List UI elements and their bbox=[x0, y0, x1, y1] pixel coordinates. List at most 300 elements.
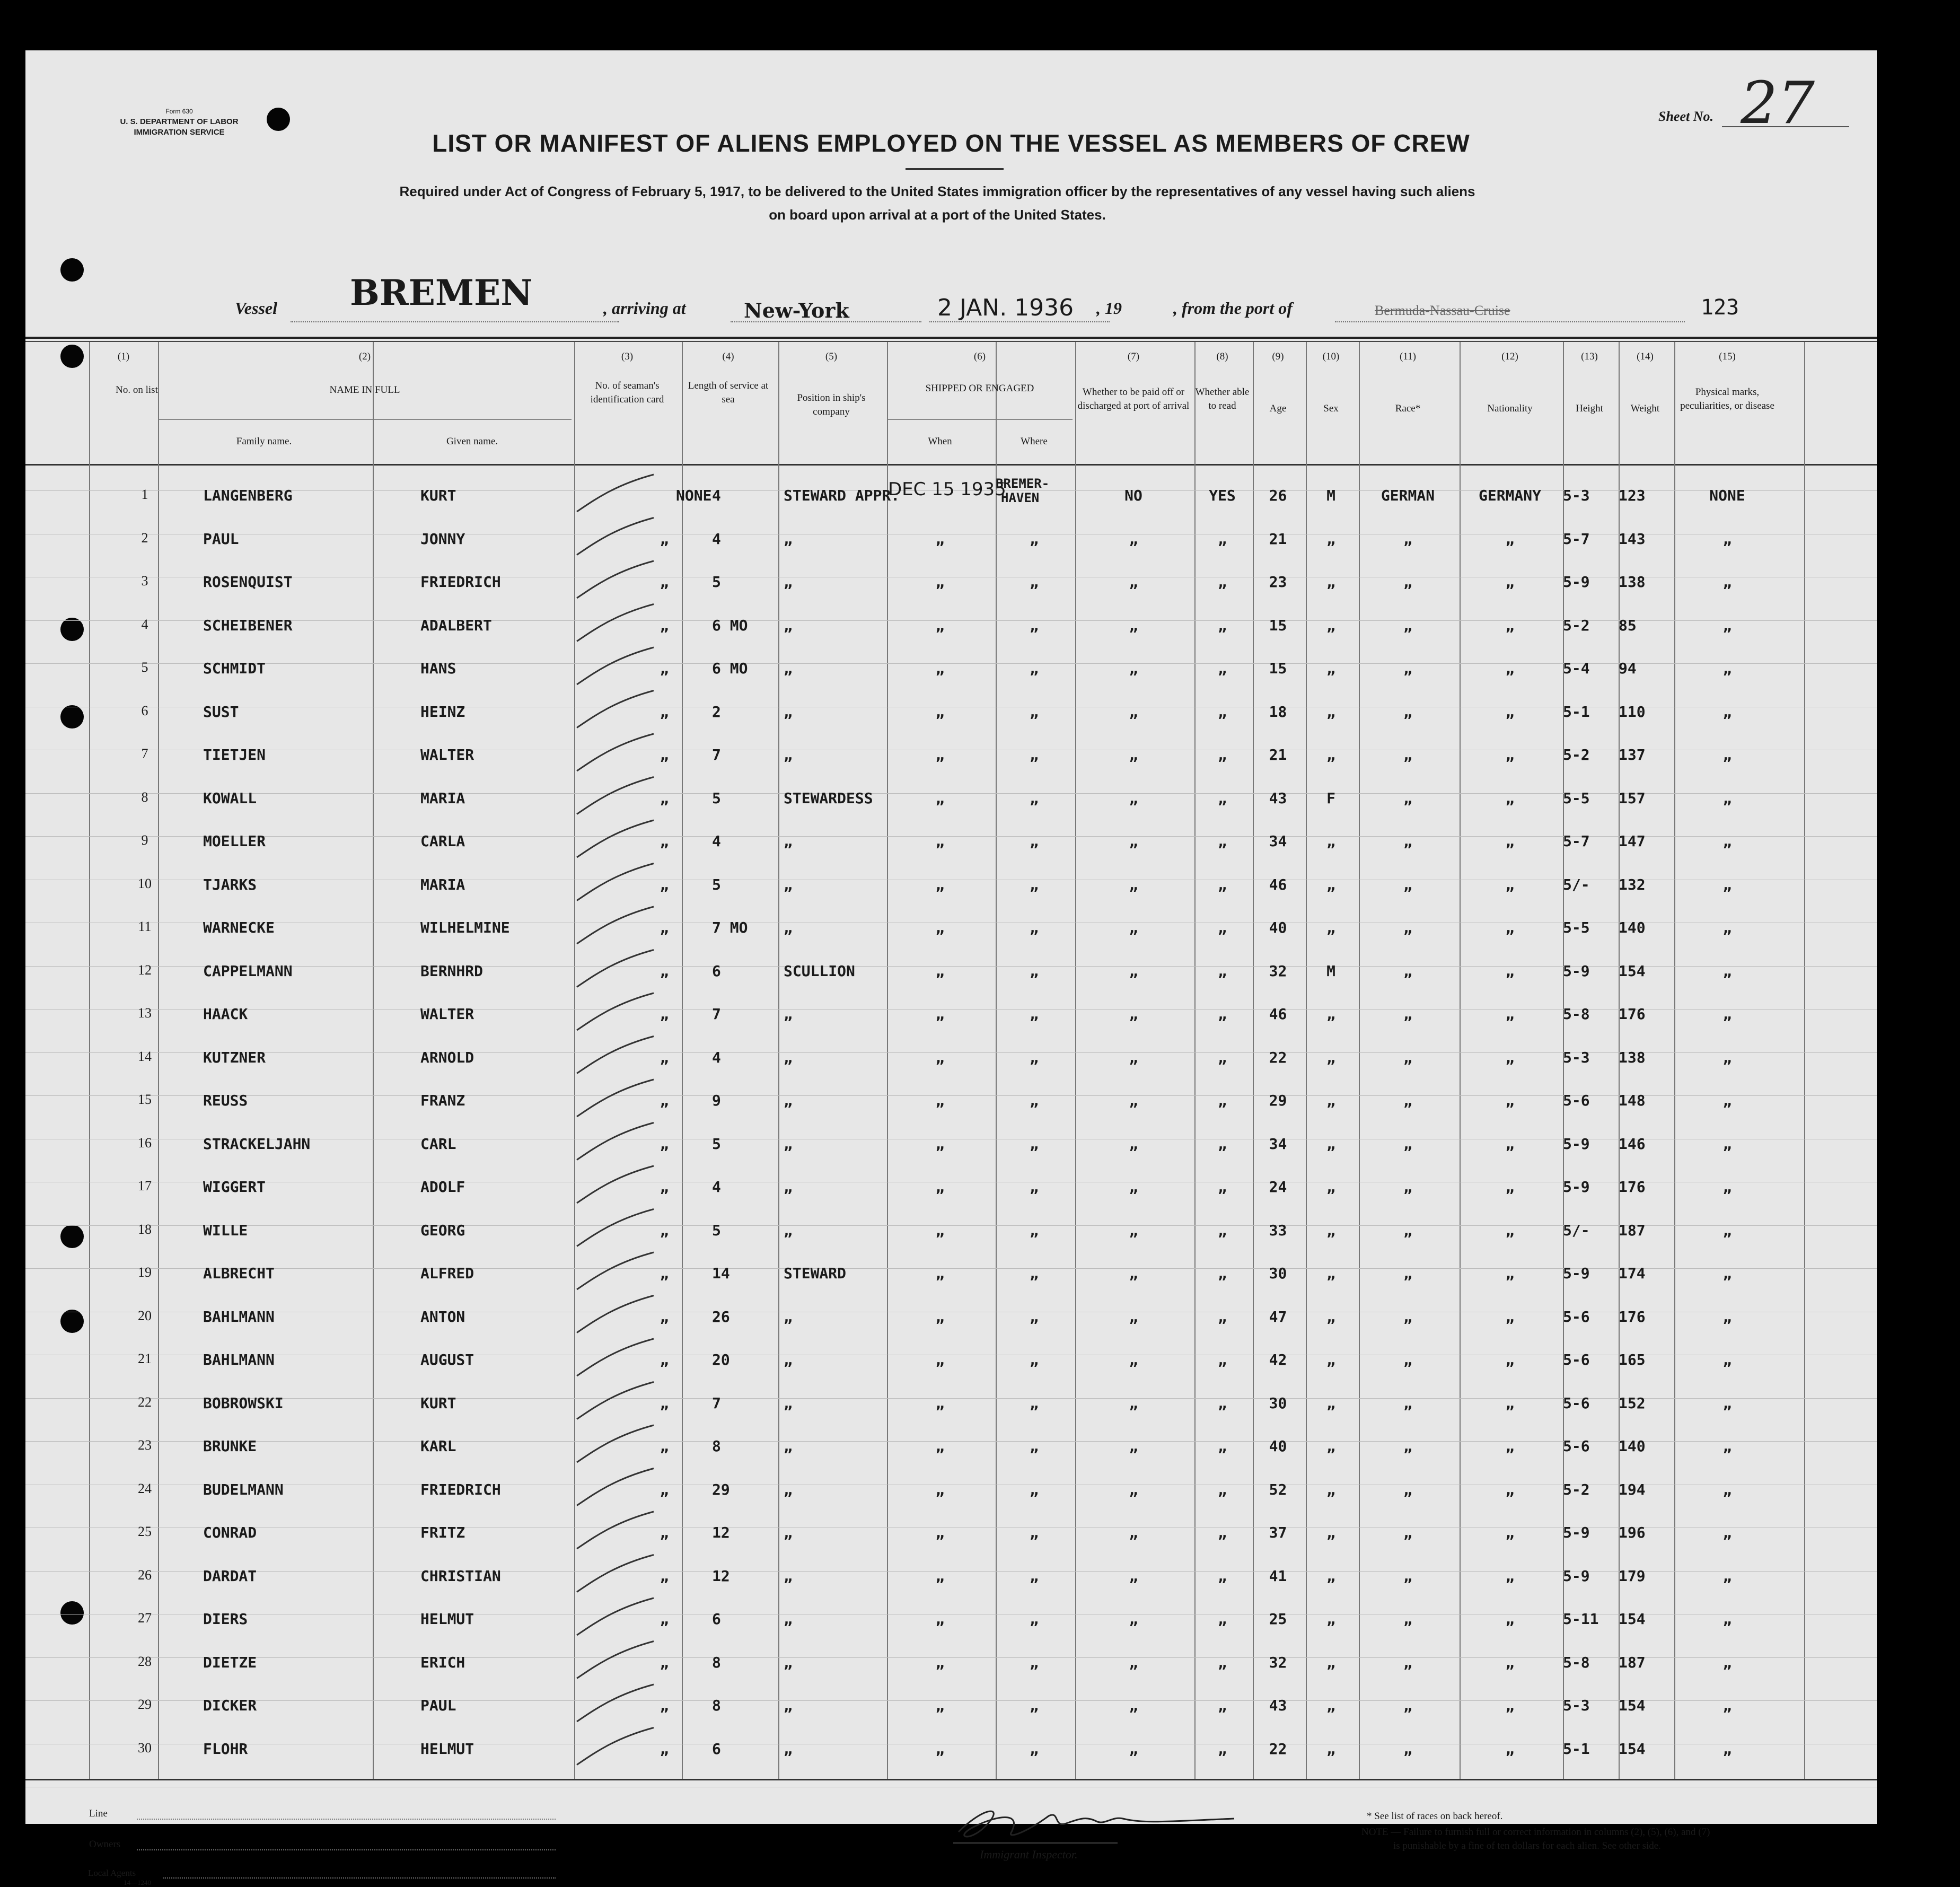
nationality-ditto: „ bbox=[1505, 1005, 1515, 1023]
inspector-line bbox=[953, 1842, 1118, 1844]
service-length: 5 bbox=[712, 1222, 721, 1239]
physical-ditto: „ bbox=[1722, 1567, 1732, 1585]
race-ditto: „ bbox=[1403, 789, 1412, 807]
where-ditto: „ bbox=[1030, 1178, 1039, 1196]
pencil-check-mark bbox=[577, 1037, 654, 1074]
height: 5-11 bbox=[1563, 1610, 1599, 1628]
family-name: MOELLER bbox=[203, 832, 266, 850]
physical-ditto: „ bbox=[1722, 1437, 1732, 1455]
height: 5-1 bbox=[1563, 703, 1590, 721]
weight: 174 bbox=[1619, 1265, 1646, 1282]
sex: „ bbox=[1326, 1178, 1335, 1196]
physical-ditto: „ bbox=[1722, 1610, 1732, 1628]
sex: „ bbox=[1326, 1524, 1335, 1541]
read-ditto: „ bbox=[1218, 746, 1227, 763]
position: „ bbox=[784, 530, 793, 548]
when-ditto: „ bbox=[935, 1178, 945, 1196]
sex: „ bbox=[1326, 617, 1335, 634]
paid-off-ditto: „ bbox=[1129, 1524, 1138, 1541]
pencil-check-mark bbox=[577, 1684, 654, 1722]
row-number: 9 bbox=[141, 832, 148, 848]
sex: „ bbox=[1326, 1481, 1335, 1498]
height: 5-1 bbox=[1563, 1740, 1590, 1758]
paid-off-ditto: „ bbox=[1129, 1265, 1138, 1282]
sex: F bbox=[1326, 789, 1335, 807]
pencil-check-mark bbox=[577, 1296, 654, 1333]
given-name: KURT bbox=[420, 487, 456, 504]
weight: 176 bbox=[1619, 1308, 1646, 1326]
row-number: 10 bbox=[138, 876, 152, 891]
footer-form-code: 14—1240 bbox=[124, 1879, 151, 1886]
where-ditto: „ bbox=[1030, 832, 1039, 850]
footer-owners-rule bbox=[137, 1849, 556, 1850]
physical-ditto: „ bbox=[1722, 1265, 1732, 1282]
when-ditto: „ bbox=[935, 1481, 945, 1498]
where-ditto: „ bbox=[1030, 660, 1039, 677]
where-ditto: „ bbox=[1030, 617, 1039, 634]
read-ditto: „ bbox=[1218, 1222, 1227, 1239]
race-ditto: „ bbox=[1403, 1308, 1412, 1326]
age: 30 bbox=[1269, 1394, 1287, 1412]
age: 32 bbox=[1269, 962, 1287, 980]
given-name: WALTER bbox=[420, 1005, 474, 1023]
card-ditto: „ bbox=[660, 1049, 669, 1066]
footer-line-rule bbox=[137, 1819, 556, 1820]
pencil-check-mark bbox=[577, 518, 654, 555]
position: „ bbox=[784, 746, 793, 763]
shipped-where-2: HAVEN bbox=[1001, 490, 1040, 505]
given-name: ADOLF bbox=[420, 1178, 465, 1196]
row-number: 28 bbox=[138, 1654, 152, 1669]
age: 22 bbox=[1269, 1740, 1287, 1758]
height: 5-6 bbox=[1563, 1308, 1590, 1326]
position: STEWARD bbox=[784, 1265, 847, 1282]
age: 26 bbox=[1269, 487, 1287, 504]
service-length: 20 bbox=[712, 1351, 730, 1368]
service-length: 6 bbox=[712, 962, 721, 980]
column-number: (5) bbox=[825, 351, 838, 362]
card-ditto: „ bbox=[660, 660, 669, 677]
family-name: HAACK bbox=[203, 1005, 248, 1023]
row-number: 13 bbox=[138, 1005, 152, 1021]
nationality-ditto: „ bbox=[1505, 832, 1515, 850]
sex: „ bbox=[1326, 1265, 1335, 1282]
age: 43 bbox=[1269, 789, 1287, 807]
when-ditto: „ bbox=[935, 617, 945, 634]
position: „ bbox=[784, 1654, 793, 1671]
read-ditto: „ bbox=[1218, 1610, 1227, 1628]
age: 18 bbox=[1269, 703, 1287, 721]
where-ditto: „ bbox=[1030, 876, 1039, 893]
nationality-ditto: „ bbox=[1505, 876, 1515, 893]
read-ditto: „ bbox=[1218, 962, 1227, 980]
position: „ bbox=[784, 1610, 793, 1628]
physical-ditto: „ bbox=[1722, 660, 1732, 677]
nationality-ditto: „ bbox=[1505, 530, 1515, 548]
given-name: FRIEDRICH bbox=[420, 1481, 501, 1498]
weight: 132 bbox=[1619, 876, 1646, 893]
weight: 140 bbox=[1619, 919, 1646, 936]
card-ditto: „ bbox=[660, 1481, 669, 1498]
col-card-header: No. of seaman's identification card bbox=[590, 380, 664, 405]
weight: 137 bbox=[1619, 746, 1646, 763]
race-ditto: „ bbox=[1403, 660, 1412, 677]
given-name: ERICH bbox=[420, 1654, 465, 1671]
where-ditto: „ bbox=[1030, 1394, 1039, 1412]
given-name: WALTER bbox=[420, 746, 474, 763]
weight: 110 bbox=[1619, 703, 1646, 721]
when-ditto: „ bbox=[935, 660, 945, 677]
family-name: WARNECKE bbox=[203, 919, 275, 936]
height: 5-3 bbox=[1563, 1697, 1590, 1714]
position: „ bbox=[784, 703, 793, 721]
sex: „ bbox=[1326, 1697, 1335, 1714]
pencil-check-mark bbox=[577, 1123, 654, 1160]
family-name: BAHLMANN bbox=[203, 1308, 275, 1326]
pencil-check-mark bbox=[577, 1555, 654, 1592]
service-length: 4 bbox=[712, 487, 721, 504]
position: STEWARD APPR. bbox=[784, 487, 900, 504]
service-length: 26 bbox=[712, 1308, 730, 1326]
card-ditto: „ bbox=[660, 1610, 669, 1628]
weight: 176 bbox=[1619, 1005, 1646, 1023]
card-ditto: „ bbox=[660, 1092, 669, 1109]
row-number: 19 bbox=[138, 1265, 152, 1280]
physical-ditto: „ bbox=[1722, 1308, 1732, 1326]
row-number: 27 bbox=[138, 1610, 152, 1626]
paid-off-ditto: „ bbox=[1129, 1697, 1138, 1714]
when-ditto: „ bbox=[935, 876, 945, 893]
age: 46 bbox=[1269, 876, 1287, 893]
weight: 196 bbox=[1619, 1524, 1646, 1541]
service-name: IMMIGRATION SERVICE bbox=[134, 128, 225, 137]
nationality-ditto: „ bbox=[1505, 1092, 1515, 1109]
where-ditto: „ bbox=[1030, 1005, 1039, 1023]
column-number: (11) bbox=[1400, 351, 1416, 362]
service-length: 9 bbox=[712, 1092, 721, 1109]
given-name: MARIA bbox=[420, 789, 465, 807]
manifest-sheet bbox=[25, 50, 1877, 1886]
weight: 165 bbox=[1619, 1351, 1646, 1368]
sex: „ bbox=[1326, 1092, 1335, 1109]
pencil-check-mark bbox=[577, 907, 654, 944]
weight: 85 bbox=[1619, 617, 1637, 634]
position: „ bbox=[784, 1567, 793, 1585]
sex: „ bbox=[1326, 1610, 1335, 1628]
family-name: KOWALL bbox=[203, 789, 257, 807]
sex: „ bbox=[1326, 1351, 1335, 1368]
age: 21 bbox=[1269, 530, 1287, 548]
nationality-ditto: „ bbox=[1505, 1178, 1515, 1196]
position: „ bbox=[784, 1178, 793, 1196]
when-ditto: „ bbox=[935, 1524, 945, 1541]
position: „ bbox=[784, 1092, 793, 1109]
family-name: BOBROWSKI bbox=[203, 1394, 284, 1412]
family-name: DIERS bbox=[203, 1610, 248, 1628]
age: 15 bbox=[1269, 660, 1287, 677]
family-name: WIGGERT bbox=[203, 1178, 266, 1196]
age: 29 bbox=[1269, 1092, 1287, 1109]
age: 34 bbox=[1269, 832, 1287, 850]
given-name: KURT bbox=[420, 1394, 456, 1412]
nationality-ditto: „ bbox=[1505, 1524, 1515, 1541]
when-ditto: „ bbox=[935, 1610, 945, 1628]
paid-off-ditto: „ bbox=[1129, 1351, 1138, 1368]
given-name: HEINZ bbox=[420, 703, 465, 721]
paid-off-ditto: „ bbox=[1129, 919, 1138, 936]
service-length: 4 bbox=[712, 832, 721, 850]
physical-ditto: „ bbox=[1722, 1654, 1732, 1671]
age: 47 bbox=[1269, 1308, 1287, 1326]
age: 40 bbox=[1269, 1437, 1287, 1455]
position: „ bbox=[784, 1135, 793, 1153]
paid-off-ditto: „ bbox=[1129, 832, 1138, 850]
given-name: HELMUT bbox=[420, 1610, 474, 1628]
vessel-label: Vessel bbox=[235, 299, 277, 318]
when-ditto: „ bbox=[935, 1437, 945, 1455]
read-ditto: „ bbox=[1218, 876, 1227, 893]
form-number: Form 630 bbox=[165, 108, 193, 115]
age: 52 bbox=[1269, 1481, 1287, 1498]
where-ditto: „ bbox=[1030, 919, 1039, 936]
paid-off-ditto: „ bbox=[1129, 746, 1138, 763]
pencil-check-mark bbox=[577, 475, 654, 512]
footer-owners-label: Owners bbox=[89, 1839, 121, 1850]
row-number: 3 bbox=[141, 573, 148, 589]
weight: 123 bbox=[1619, 487, 1646, 504]
weight: 152 bbox=[1619, 1394, 1646, 1412]
sex: „ bbox=[1326, 1740, 1335, 1758]
card-ditto: „ bbox=[660, 617, 669, 634]
read-ditto: „ bbox=[1218, 1005, 1227, 1023]
pencil-check-mark bbox=[577, 1469, 654, 1506]
when-ditto: „ bbox=[935, 1135, 945, 1153]
height: 5-9 bbox=[1563, 1178, 1590, 1196]
col-paidoff-header: Whether to be paid off or discharged at port of arrival bbox=[1077, 387, 1190, 411]
position: „ bbox=[784, 919, 793, 936]
col-service-header: Length of service at sea bbox=[688, 380, 769, 405]
race-ditto: „ bbox=[1403, 1524, 1412, 1541]
weight: 140 bbox=[1619, 1437, 1646, 1455]
department-name: U. S. DEPARTMENT OF LABOR bbox=[120, 117, 239, 126]
given-name: CARLA bbox=[420, 832, 465, 850]
sheet-number-value: 27 bbox=[1741, 69, 1815, 137]
when-ditto: „ bbox=[935, 1265, 945, 1282]
card-ditto: „ bbox=[660, 1178, 669, 1196]
weight: 157 bbox=[1619, 789, 1646, 807]
given-name: HELMUT bbox=[420, 1740, 474, 1758]
given-name: FRIEDRICH bbox=[420, 573, 501, 591]
read-ditto: „ bbox=[1218, 703, 1227, 721]
paid-off-ditto: „ bbox=[1129, 789, 1138, 807]
nationality-ditto: „ bbox=[1505, 1222, 1515, 1239]
service-length: 5 bbox=[712, 1135, 721, 1153]
position: STEWARDESS bbox=[784, 789, 873, 807]
paid-off-ditto: „ bbox=[1129, 1049, 1138, 1066]
given-name: AUGUST bbox=[420, 1351, 474, 1368]
where-ditto: „ bbox=[1030, 1265, 1039, 1282]
card-ditto: „ bbox=[660, 962, 669, 980]
where-ditto: „ bbox=[1030, 962, 1039, 980]
service-length: 8 bbox=[712, 1697, 721, 1714]
race-ditto: „ bbox=[1403, 1092, 1412, 1109]
footer-agents-label: Local Agents bbox=[88, 1868, 136, 1878]
pencil-check-mark bbox=[577, 647, 654, 684]
physical-ditto: „ bbox=[1722, 1222, 1732, 1239]
row-number: 20 bbox=[138, 1308, 152, 1323]
height: 5-9 bbox=[1563, 1135, 1590, 1153]
nationality-ditto: „ bbox=[1505, 1049, 1515, 1066]
note-line-1: NOTE — Failure to furnish full or correct information in columns (2), (5), (6), and (7) bbox=[1361, 1827, 1710, 1838]
nationality-ditto: „ bbox=[1505, 660, 1515, 677]
where-ditto: „ bbox=[1030, 1697, 1039, 1714]
vessel-name: BREMEN bbox=[350, 272, 533, 313]
paid-off-ditto: „ bbox=[1129, 660, 1138, 677]
paid-off-ditto: „ bbox=[1129, 703, 1138, 721]
service-length: 8 bbox=[712, 1437, 721, 1455]
family-name: PAUL bbox=[203, 530, 239, 548]
row-number: 7 bbox=[141, 746, 148, 761]
nationality-ditto: „ bbox=[1505, 1394, 1515, 1412]
when-ditto: „ bbox=[935, 919, 945, 936]
col-nationality-header: Nationality bbox=[1487, 403, 1533, 414]
age: 33 bbox=[1269, 1222, 1287, 1239]
family-name: SCHEIBENER bbox=[203, 617, 293, 634]
age: 25 bbox=[1269, 1610, 1287, 1628]
footer-line-label: Line bbox=[89, 1808, 108, 1819]
weight: 176 bbox=[1619, 1178, 1646, 1196]
pencil-check-mark bbox=[577, 1512, 654, 1549]
shipped-where-1: BREMER- bbox=[996, 476, 1050, 491]
where-ditto: „ bbox=[1030, 703, 1039, 721]
weight: 154 bbox=[1619, 962, 1646, 980]
column-number: (1) bbox=[117, 351, 130, 362]
sex: „ bbox=[1326, 1308, 1335, 1326]
family-name: SUST bbox=[203, 703, 239, 721]
physical-ditto: „ bbox=[1722, 1351, 1732, 1368]
height: 5/- bbox=[1563, 1222, 1590, 1239]
card-ditto: „ bbox=[660, 1265, 669, 1282]
service-length: 12 bbox=[712, 1524, 730, 1541]
service-length: 4 bbox=[712, 530, 721, 548]
weight: 154 bbox=[1619, 1610, 1646, 1628]
service-length: 7 bbox=[712, 1005, 721, 1023]
age: 32 bbox=[1269, 1654, 1287, 1671]
given-name: CARL bbox=[420, 1135, 456, 1153]
race-ditto: „ bbox=[1403, 1394, 1412, 1412]
row-number: 24 bbox=[138, 1481, 152, 1496]
service-length: 4 bbox=[712, 1178, 721, 1196]
card-ditto: „ bbox=[660, 746, 669, 763]
physical-ditto: „ bbox=[1722, 876, 1732, 893]
height: 5-8 bbox=[1563, 1005, 1590, 1023]
physical-ditto: „ bbox=[1722, 703, 1732, 721]
nationality-ditto: „ bbox=[1505, 1697, 1515, 1714]
where-ditto: „ bbox=[1030, 1135, 1039, 1153]
inspector-label: Immigrant Inspector. bbox=[980, 1848, 1078, 1861]
column-number: (13) bbox=[1581, 351, 1598, 362]
weight: 187 bbox=[1619, 1222, 1646, 1239]
row-number: 25 bbox=[138, 1524, 152, 1539]
row-number: 6 bbox=[141, 703, 148, 718]
race-ditto: „ bbox=[1403, 832, 1412, 850]
where-ditto: „ bbox=[1030, 1654, 1039, 1671]
family-name: REUSS bbox=[203, 1092, 248, 1109]
race-note: * See list of races on back hereof. bbox=[1367, 1811, 1503, 1822]
pencil-check-mark bbox=[577, 1079, 654, 1117]
physical-ditto: „ bbox=[1722, 832, 1732, 850]
row-number: 16 bbox=[138, 1135, 152, 1151]
where-ditto: „ bbox=[1030, 789, 1039, 807]
nationality-ditto: „ bbox=[1505, 1481, 1515, 1498]
read-ditto: „ bbox=[1218, 1567, 1227, 1585]
position: „ bbox=[784, 876, 793, 893]
race-ditto: „ bbox=[1403, 530, 1412, 548]
family-name: ALBRECHT bbox=[203, 1265, 275, 1282]
sex: „ bbox=[1326, 1437, 1335, 1455]
sex: „ bbox=[1326, 573, 1335, 591]
arrival-port: New-York bbox=[744, 299, 849, 322]
position: „ bbox=[784, 1481, 793, 1498]
card-ditto: „ bbox=[660, 1351, 669, 1368]
physical-ditto: „ bbox=[1722, 573, 1732, 591]
read-ditto: „ bbox=[1218, 617, 1227, 634]
height: 5-9 bbox=[1563, 1265, 1590, 1282]
race-ditto: „ bbox=[1403, 703, 1412, 721]
family-name: DIETZE bbox=[203, 1654, 257, 1671]
column-number: (3) bbox=[621, 351, 634, 362]
read-ditto: „ bbox=[1218, 1524, 1227, 1541]
paid-off-ditto: „ bbox=[1129, 1740, 1138, 1758]
sex: „ bbox=[1326, 1135, 1335, 1153]
weight: 146 bbox=[1619, 1135, 1646, 1153]
where-ditto: „ bbox=[1030, 1049, 1039, 1066]
when-ditto: „ bbox=[935, 1697, 945, 1714]
read-ditto: „ bbox=[1218, 1265, 1227, 1282]
arrival-date: 2 JAN. 1936 bbox=[937, 294, 1074, 321]
race-ditto: „ bbox=[1403, 1697, 1412, 1714]
card-ditto: „ bbox=[660, 832, 669, 850]
card-value: NONE bbox=[676, 487, 712, 504]
weight: 148 bbox=[1619, 1092, 1646, 1109]
position: „ bbox=[784, 1308, 793, 1326]
position: SCULLION bbox=[784, 962, 855, 980]
nationality-ditto: „ bbox=[1505, 1567, 1515, 1585]
race-ditto: „ bbox=[1403, 1005, 1412, 1023]
when-ditto: „ bbox=[935, 1567, 945, 1585]
race-ditto: „ bbox=[1403, 962, 1412, 980]
pencil-check-mark bbox=[577, 1252, 654, 1289]
pencil-check-mark bbox=[577, 864, 654, 901]
sex: „ bbox=[1326, 1394, 1335, 1412]
race-ditto: „ bbox=[1403, 1049, 1412, 1066]
pencil-check-mark bbox=[577, 820, 654, 857]
height: 5-8 bbox=[1563, 1654, 1590, 1671]
when-ditto: „ bbox=[935, 1308, 945, 1326]
subtitle-line-1: Required under Act of Congress of February 5, 1917, to be delivered to the United States immigration officer by the representatives of any vessel having such aliens bbox=[399, 183, 1475, 199]
physical-ditto: „ bbox=[1722, 530, 1732, 548]
row-number: 30 bbox=[138, 1740, 152, 1756]
service-length: 6 MO bbox=[712, 617, 748, 634]
paid-off-ditto: „ bbox=[1129, 1178, 1138, 1196]
card-ditto: „ bbox=[660, 1697, 669, 1714]
age: 22 bbox=[1269, 1049, 1287, 1066]
card-ditto: „ bbox=[660, 573, 669, 591]
physical-ditto: „ bbox=[1722, 1481, 1732, 1498]
height: 5-6 bbox=[1563, 1437, 1590, 1455]
paid-off-ditto: „ bbox=[1129, 573, 1138, 591]
family-name: WILLE bbox=[203, 1222, 248, 1239]
